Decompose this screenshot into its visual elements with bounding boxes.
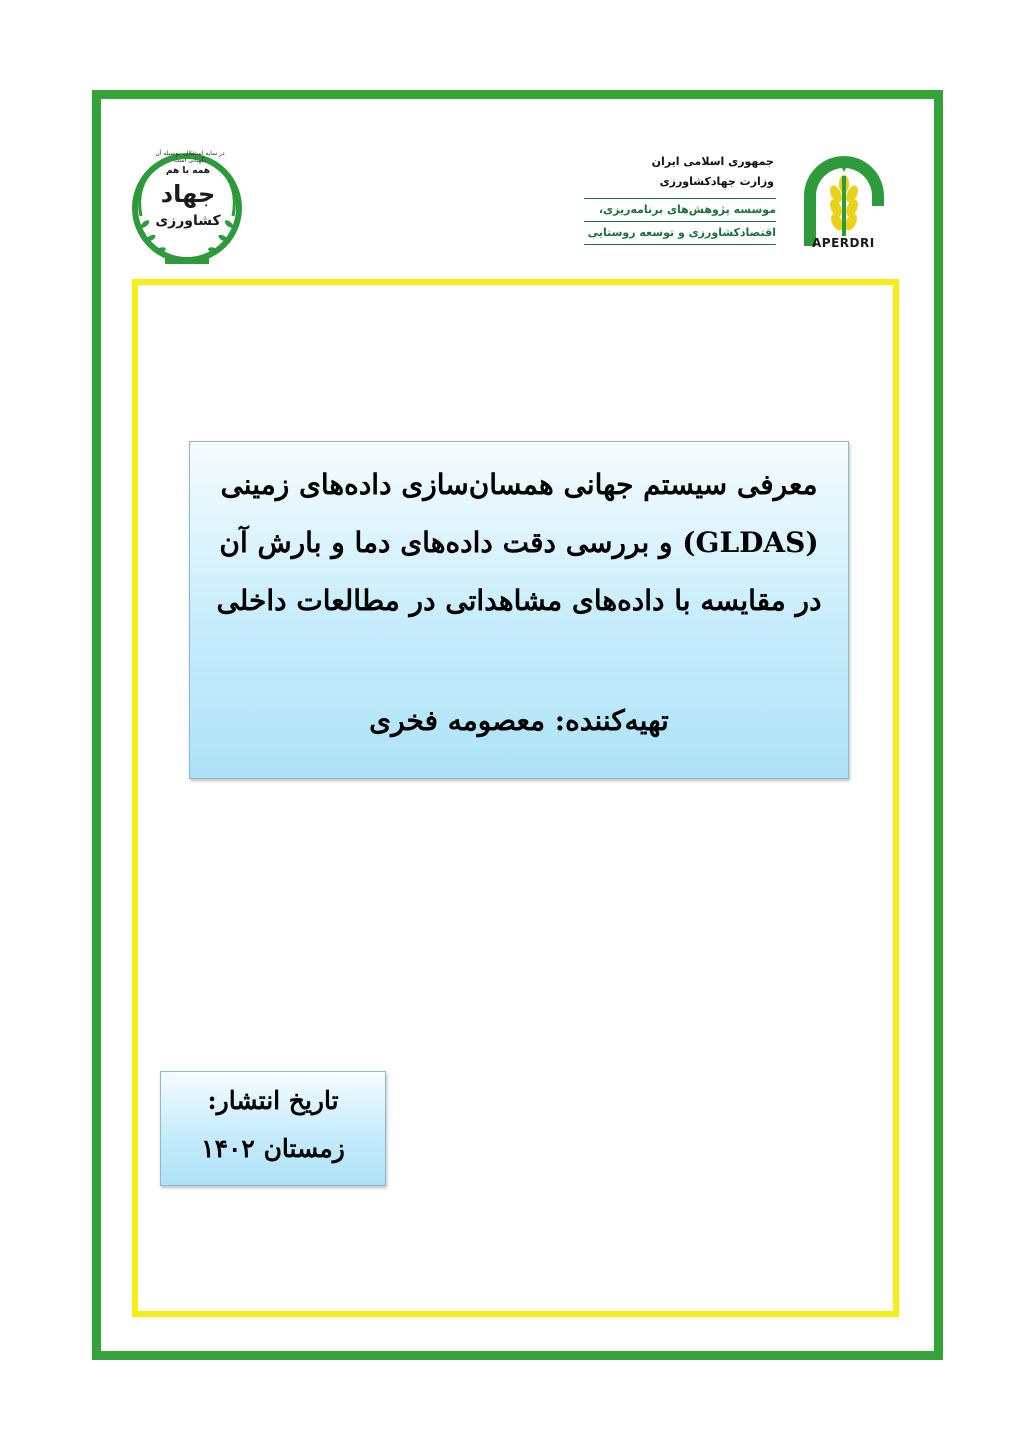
institute-name	[584, 198, 776, 245]
jahad-motto: همه با هم	[165, 166, 211, 176]
ministry-line-2: وزارت جهادکشاورزی	[659, 175, 774, 188]
aperdri-abbreviation: APERDRI	[812, 236, 875, 250]
publication-date: زمستان ۱۴۰۲	[201, 1134, 345, 1163]
jahad-arc-text: در سایه استقلال، بوسیله آن نگهبانی است	[155, 150, 225, 164]
title-line-1: معرفی سیستم جهانی همسان‌سازی داده‌های زمینی	[220, 468, 818, 501]
publication-label: تاریخ انتشار:	[207, 1086, 339, 1115]
publication-date-box	[160, 1071, 386, 1186]
title-box	[189, 441, 849, 779]
ministry-name	[614, 152, 774, 192]
institute-line-1: موسسه پژوهش‌های برنامه‌ریزی،	[584, 198, 776, 221]
title-line-3: در مقایسه با داده‌های مشاهداتی در مطالعات داخلی	[216, 584, 822, 617]
jahad-keshavarzi-logo	[125, 146, 249, 270]
jahad-sub-text: کشاورزی	[155, 213, 221, 229]
ministry-line-1: جمهوری اسلامی ایران	[651, 155, 774, 168]
institute-line-2: اقتصادکشاورزی و توسعه روستایی	[584, 221, 776, 245]
jahad-main-text: جهاد	[160, 180, 216, 208]
author-line: تهیه‌کننده: معصومه فخری	[369, 704, 669, 737]
title-line-2: (GLDAS) و بررسی دقت داده‌های دما و بارش آن	[219, 526, 819, 559]
